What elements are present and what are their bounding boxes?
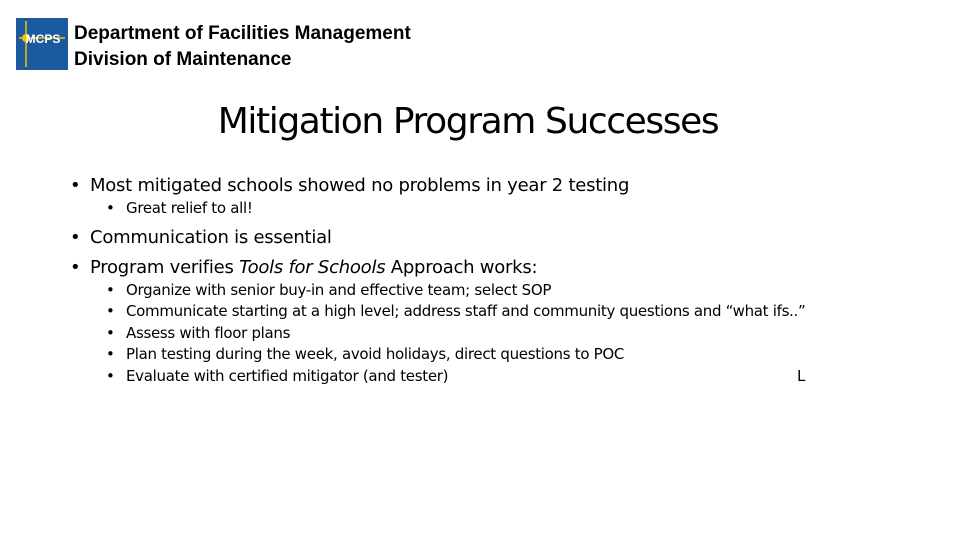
sub-list-item [70,366,950,388]
mcps-logo-graphic [16,18,68,70]
sub-bullet-text: Evaluate with certified mitigator (and tester) [126,366,449,385]
bullet-dot: • [106,366,115,385]
bullet-dot: • [106,199,115,217]
list-item [70,256,950,280]
sub-list-item [70,198,950,220]
bullet-text: Most mitigated schools showed no problems in year 2 testing [90,175,630,196]
mcps-logo [16,18,68,70]
sub-bullet-text: Great relief to all! [126,199,253,217]
bullet-dot: • [106,323,115,342]
list-item [70,174,950,198]
trailing-mark: L [797,366,806,385]
bullet-text-before: Program verifies [90,256,240,278]
bullet-text: Communication is essential [90,226,332,248]
sub-list-item [70,344,950,366]
bullet-dot: • [70,256,81,278]
bullet-dot: • [106,302,115,320]
bullet-dot: • [106,280,115,299]
sub-bullet-text: Organize with senior buy-in and effective team; select SOP [126,280,552,299]
bullet-text-after: Approach works: [385,256,538,278]
mcps-logo-text: MCPS [25,32,61,46]
bullet-text-italic: Tools for Schools [239,256,386,278]
list-item [70,226,950,250]
sub-bullet-text: Assess with floor plans [126,323,291,342]
bullet-list [70,174,950,387]
department-header [74,21,411,73]
bullet-dot: • [70,175,81,196]
slide-title: Mitigation Program Successes [217,101,719,142]
department-name: Department of Facilities Management [74,23,411,44]
sub-bullet-text: Plan testing during the week, avoid holidays, direct questions to POC [126,345,625,363]
sub-list-item [70,301,950,323]
sub-bullet-text: Communicate starting at a high level; address staff and community questions and “what ifs..” [126,302,806,320]
sub-list-item [70,323,950,345]
bullet-dot: • [106,345,115,363]
bullet-dot: • [70,226,81,248]
division-name: Division of Maintenance [74,49,292,70]
sub-list-item [70,280,950,302]
